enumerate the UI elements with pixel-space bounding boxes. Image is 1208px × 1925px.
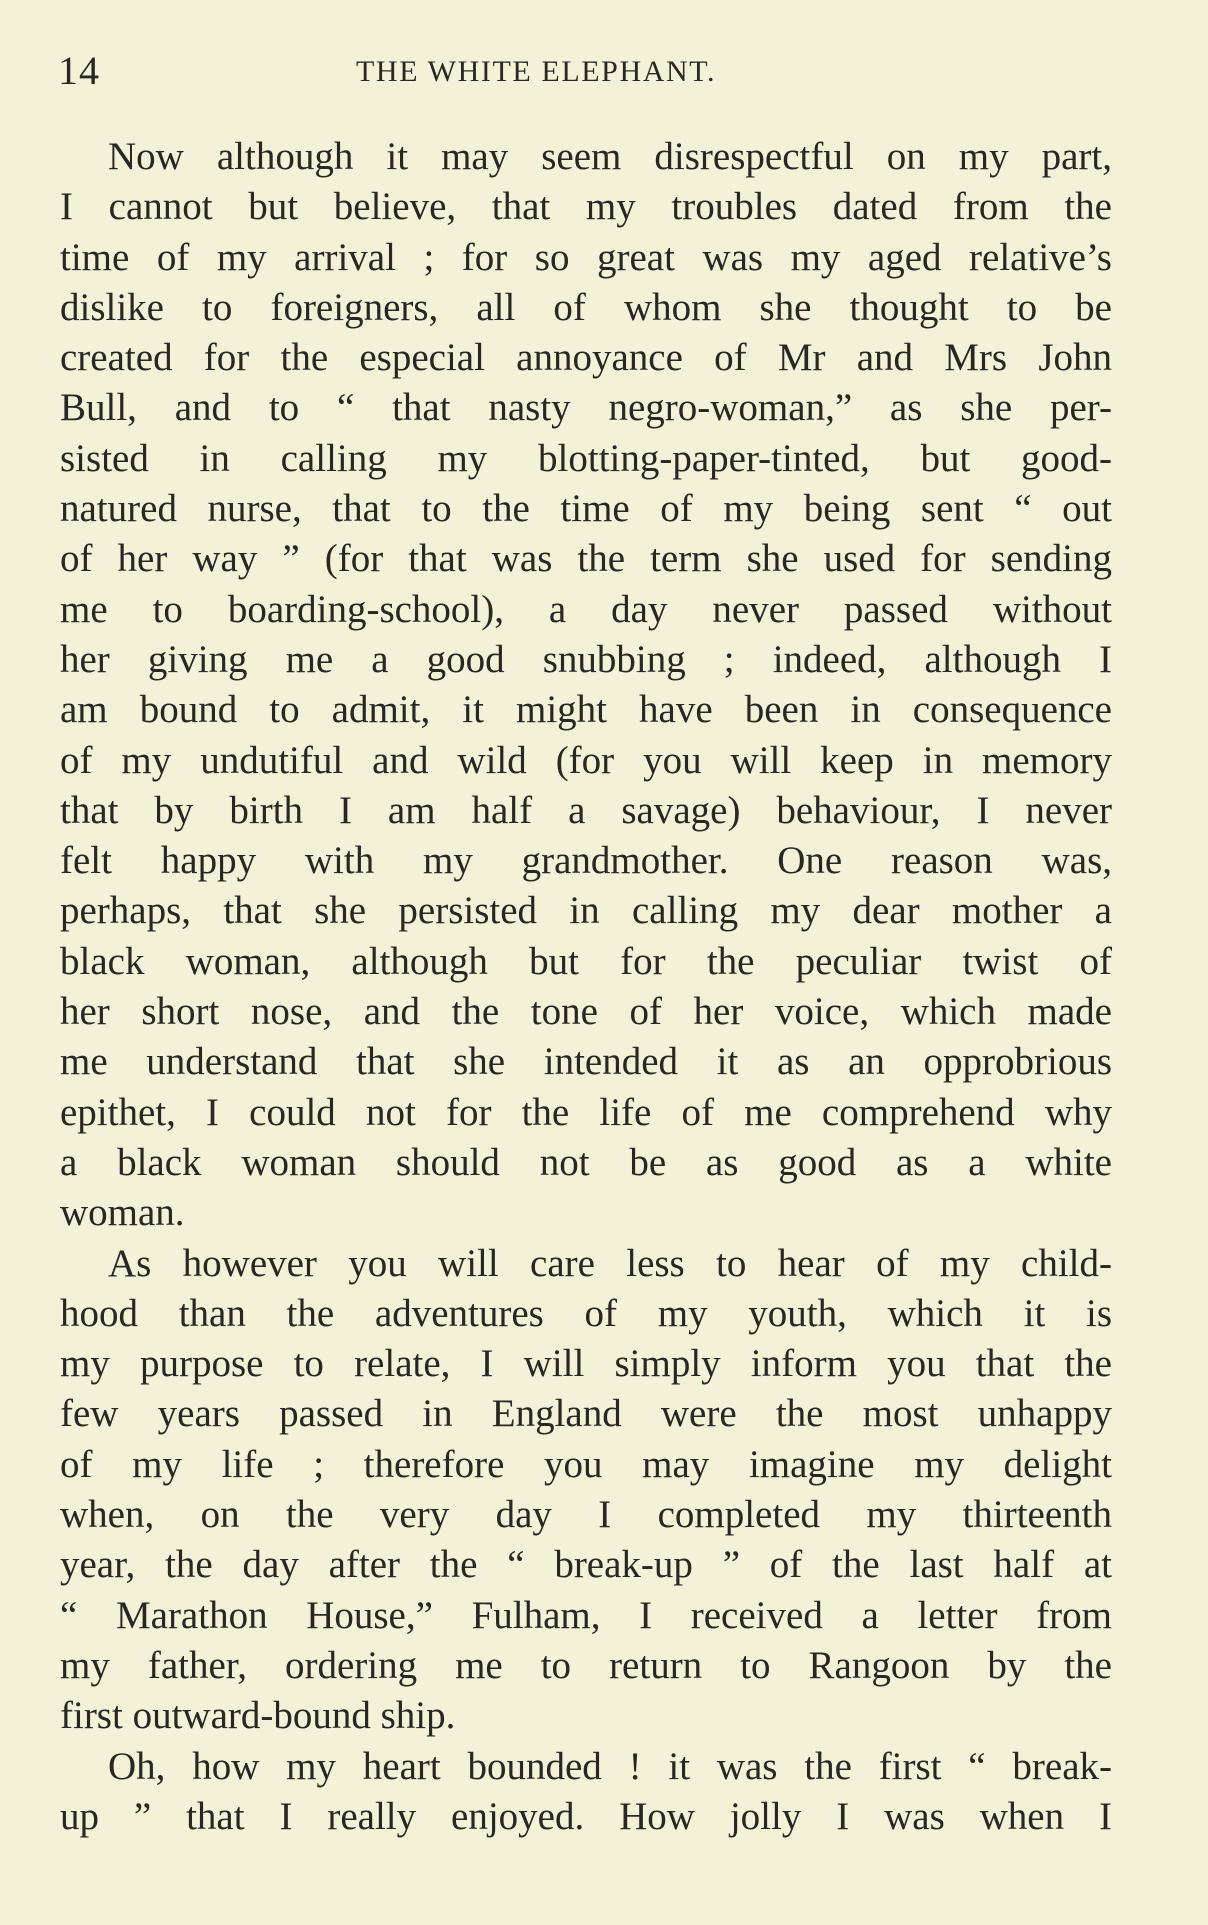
text-line: sisted in calling my blotting-paper-tinted, but good-	[60, 436, 1112, 480]
text-line: of her way ” (for that was the term she used for sending	[60, 537, 1112, 581]
text-line: when, on the very day I completed my thirteenth	[60, 1493, 1112, 1537]
text-line: dislike to foreigners, all of whom she thought to be	[60, 285, 1112, 329]
text-line: I cannot but believe, that my troubles dated from the	[60, 185, 1112, 229]
text-line: of my undutiful and wild (for you will keep in memory	[60, 738, 1112, 782]
text-line: her giving me a good snubbing ; indeed, although I	[60, 637, 1112, 681]
text-line: Oh, how my heart bounded ! it was the first “ break-	[108, 1744, 1112, 1788]
text-line: me to boarding-school), a day never passed without	[60, 587, 1112, 631]
text-line: her short nose, and the tone of her voice, which made	[60, 990, 1112, 1034]
text-line: up ” that I really enjoyed. How jolly I was when I	[60, 1794, 1112, 1838]
text-line: felt happy with my grandmother. One reason was,	[60, 839, 1112, 883]
text-line: that by birth I am half a savage) behaviour, I never	[60, 788, 1112, 832]
text-line: Bull, and to “ that nasty negro-woman,” as she per-	[60, 386, 1112, 430]
text-line: woman.	[60, 1191, 185, 1235]
body-text	[60, 132, 1112, 1842]
text-line: hood than the adventures of my youth, which it is	[60, 1291, 1112, 1335]
running-head: THE WHITE ELEPHANT.	[356, 55, 717, 88]
text-line: me understand that she intended it as an opprobrious	[60, 1040, 1112, 1084]
page-header	[0, 46, 1208, 96]
text-line: year, the day after the “ break-up ” of the last half at	[60, 1543, 1112, 1587]
text-line: perhaps, that she persisted in calling my dear mother a	[60, 889, 1112, 933]
text-line: created for the especial annoyance of Mr and Mrs John	[60, 336, 1112, 380]
text-line: As however you will care less to hear of my child-	[108, 1241, 1112, 1285]
text-line: of my life ; therefore you may imagine my delight	[60, 1442, 1112, 1486]
text-line: time of my arrival ; for so great was my aged relative’s	[60, 235, 1112, 279]
text-line: a black woman should not be as good as a white	[60, 1140, 1112, 1184]
text-line: few years passed in England were the most unhappy	[60, 1392, 1112, 1436]
text-line: Now although it may seem disrespectful on my part,	[108, 135, 1112, 178]
page-number: 14	[58, 48, 100, 93]
text-line: black woman, although but for the peculiar twist of	[60, 939, 1112, 983]
text-line: epithet, I could not for the life of me comprehend why	[60, 1090, 1112, 1134]
text-line: my father, ordering me to return to Rangoon by the	[60, 1643, 1112, 1687]
text-line: “ Marathon House,” Fulham, I received a letter from	[60, 1593, 1112, 1637]
text-line: my purpose to relate, I will simply inform you that the	[60, 1342, 1112, 1386]
text-line: first outward-bound ship.	[60, 1694, 456, 1738]
text-line: natured nurse, that to the time of my being sent “ out	[60, 487, 1112, 531]
text-line: am bound to admit, it might have been in consequence	[60, 688, 1112, 732]
